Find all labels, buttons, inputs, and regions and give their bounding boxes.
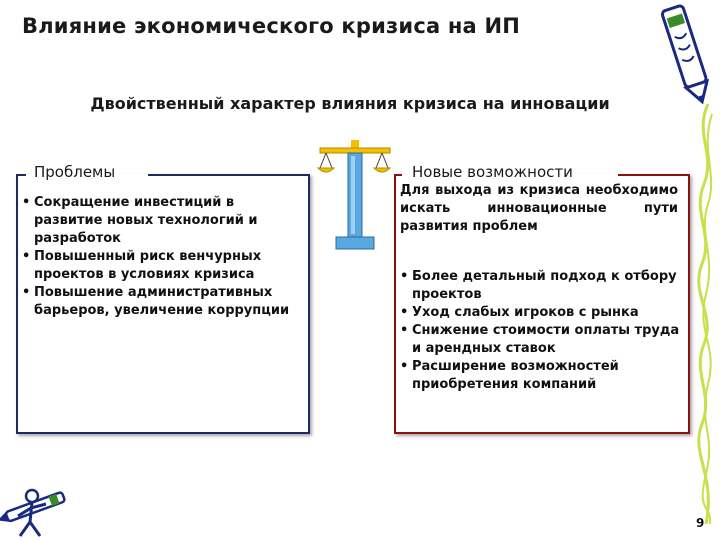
- problems-list: [22, 194, 300, 320]
- pen-icon: [654, 0, 720, 110]
- opportunities-intro: Для выхода из кризиса необходимо искать инновационные пути развития проблем: [400, 183, 678, 234]
- page-subtitle: Двойственный характер влияния кризиса на инновации: [90, 94, 610, 113]
- page-number: 9: [696, 516, 705, 530]
- list-item: • Сокращение инвестиций в развитие новых технологий и разработок: [22, 194, 300, 248]
- list-item: • Более детальный подход к отбору проектов: [400, 268, 682, 304]
- list-item: • Уход слабых игроков с рынка: [400, 304, 682, 322]
- list-item: • Расширение возможностей приобретения компаний: [400, 358, 682, 394]
- problems-label: Проблемы: [34, 163, 116, 181]
- person-with-pencil-icon: [0, 478, 70, 540]
- list-item: • Повышение административных барьеров, увеличение коррупции: [22, 284, 300, 320]
- list-item: • Повышенный риск венчурных проектов в условиях кризиса: [22, 248, 300, 284]
- list-item: • Снижение стоимости оплаты труда и арендных ставок: [400, 322, 682, 358]
- opportunities-label: Новые возможности: [412, 163, 573, 181]
- page-title: Влияние экономического кризиса на ИП: [22, 14, 520, 38]
- opportunities-list: [400, 268, 682, 394]
- scribble-decoration: [690, 104, 720, 524]
- scales-icon: [316, 134, 392, 258]
